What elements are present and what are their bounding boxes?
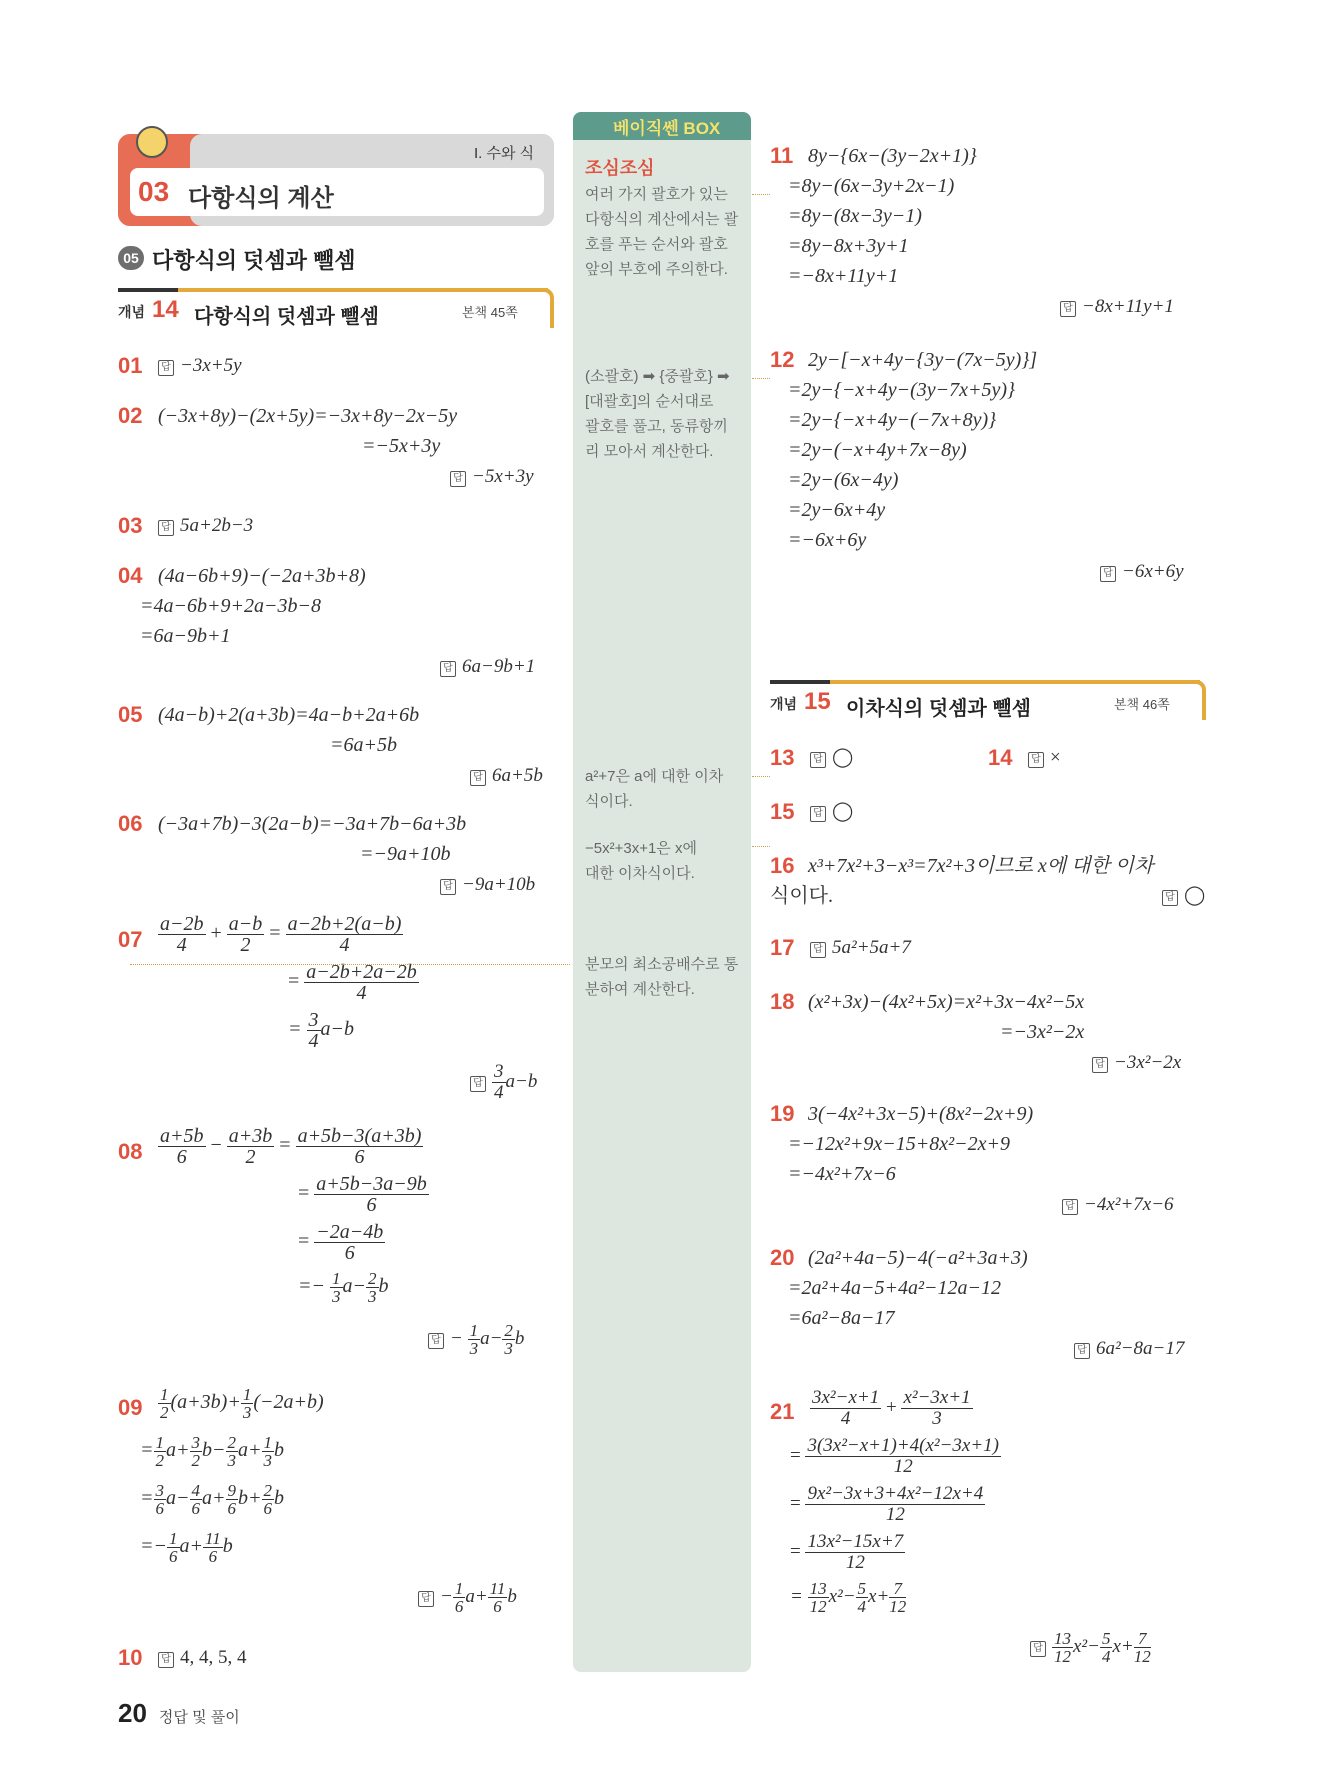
denominator: 4: [176, 934, 187, 956]
denominator: 3: [504, 1339, 513, 1358]
denominator: 6: [354, 1146, 365, 1168]
note-line: 리 모아서 계산한다.: [585, 443, 714, 460]
connector: [752, 194, 770, 195]
step: = $\frac{a+5b-3a-9b}{6}$: [298, 1173, 427, 1216]
answer-icon: 답: [1074, 1343, 1090, 1359]
numerator: 3: [308, 1009, 319, 1031]
part-label: I. 수와 식: [474, 145, 535, 162]
problem-number: 13: [770, 745, 795, 770]
answer-text: 6a²−8a−17: [1096, 1338, 1185, 1359]
numerator: 2: [368, 1269, 377, 1288]
connector: [130, 964, 570, 965]
numerator: a+5b: [160, 1125, 204, 1147]
basic-box: [573, 119, 751, 1672]
problem-number: 17: [770, 935, 795, 960]
denominator: 6: [227, 1499, 236, 1518]
problem-number: 06: [118, 811, 143, 836]
answer-text: ×: [1050, 747, 1061, 768]
answer-icon: 답: [810, 806, 826, 822]
answer: [440, 655, 535, 679]
denominator: 2: [155, 1451, 164, 1470]
concept-number: 15: [804, 688, 831, 715]
answer-icon: 답: [158, 1652, 174, 1668]
problem-number: 16: [770, 853, 795, 878]
book-ref: 본책 45쪽: [462, 305, 518, 320]
numerator: a+5b−3a−9b: [316, 1173, 427, 1195]
step: = $\frac{13}{12}$ x²− $\frac{5}{4}$ x+ $\frac{7}{12}$: [790, 1579, 907, 1616]
answer-icon: 답: [1162, 890, 1178, 906]
denominator: 6: [208, 1547, 218, 1566]
denominator: 3: [242, 1403, 252, 1422]
numerator: 2: [504, 1321, 513, 1340]
answer-icon: 답: [470, 1076, 486, 1092]
numerator: 11: [205, 1529, 221, 1548]
term: a−b: [320, 1018, 354, 1041]
note-line: 호를 푸는 순서와 괄호: [585, 236, 728, 253]
numerator: 5: [857, 1579, 867, 1598]
step: x³+7x²+3−x³=7x²+3이므로 x에 대한 이차: [808, 855, 1154, 877]
answer-text: 6a−9b+1: [462, 656, 536, 677]
step: =− $\frac{1}{6}$ a+ $\frac{11}{6}$ b: [140, 1529, 233, 1566]
step: =−5x+3y: [362, 435, 441, 457]
numerator: 13: [809, 1579, 827, 1598]
section-badge: 05: [118, 246, 144, 270]
concept-label: 개념: [118, 304, 146, 320]
concept-15-bar: [770, 680, 1200, 718]
step: $\frac{a+5b}{6}$ − $\frac{a+3b}{2}$ = $\frac{a+5b-3(a+3b)}{6}$: [160, 1125, 422, 1168]
book-ref: 본책 46쪽: [1114, 697, 1170, 712]
denominator: 2: [245, 1146, 256, 1168]
answer-text: a−b: [505, 1070, 538, 1092]
step: =6a+5b: [330, 734, 397, 756]
problem-number: 07: [118, 927, 143, 952]
denominator: 3: [332, 1287, 341, 1306]
answer: [810, 800, 853, 824]
problem-number: 15: [770, 799, 795, 824]
caution-label: 조심조심: [585, 158, 655, 178]
denominator: 4: [308, 1030, 319, 1052]
answer: [158, 514, 253, 538]
concept-title: 이차식의 덧셈과 뺄셈: [846, 698, 1031, 720]
answer-icon: 답: [1062, 1199, 1078, 1215]
answer: [440, 873, 535, 897]
answer: [1092, 1051, 1181, 1075]
answer-text: ◯: [1184, 885, 1206, 906]
step: [158, 914, 403, 955]
denominator: 6: [176, 1146, 187, 1168]
denominator: 4: [840, 1408, 851, 1429]
answer-icon: 답: [450, 471, 466, 487]
denominator: 12: [1054, 1647, 1071, 1666]
numerator: a−2b: [160, 913, 204, 935]
denominator: 2: [240, 934, 251, 956]
section-title: 다항식의 덧셈과 뺄셈: [152, 248, 356, 273]
numerator: 1: [469, 1321, 479, 1340]
answer-text: −5x+3y: [472, 466, 534, 487]
operator: −: [210, 1134, 222, 1157]
step: =2y−{−x+4y−(3y−7x+5y)}: [788, 379, 1016, 401]
connector: [752, 846, 770, 847]
denominator: 6: [155, 1499, 164, 1518]
answer: [158, 354, 242, 378]
step: =8y−(6x−3y+2x−1): [788, 175, 955, 197]
step: = $\frac{3}{4}$ a−b: [288, 1009, 354, 1052]
answer: [470, 1062, 537, 1103]
step: =−9a+10b: [360, 843, 451, 865]
step: 3(−4x²+3x−5)+(8x²−2x+9): [808, 1103, 1034, 1125]
step: =2y−6x+4y: [788, 499, 886, 521]
note-line: 분모의 최소공배수로 통: [585, 956, 739, 973]
note-line: 분하여 계산한다.: [585, 981, 695, 998]
answer: 답 $\frac{13}{12}$ x²− $\frac{5}{4}$ x+ $\frac{7}{12}$: [1030, 1630, 1151, 1665]
answer-text: ◯: [832, 747, 854, 768]
note-line: a²+7은 a에 대한 이차: [585, 768, 724, 785]
step: = $\frac{1}{2}$ a+ $\frac{3}{2}$ b− $\frac{2}{3}$ a+ $\frac{1}{3}$ b: [140, 1433, 284, 1470]
denominator: 2: [160, 1403, 169, 1422]
step: = $\frac{\text{3(3x²−x+1)+4(x²−3x+1)}}{12}$: [790, 1435, 1000, 1477]
numerator: 2: [263, 1481, 272, 1500]
box-title: 베이직쎈 BOX: [613, 119, 721, 138]
operator: +: [210, 922, 222, 945]
numerator: 9: [227, 1481, 236, 1500]
numerator: 7: [889, 1580, 906, 1598]
step: [158, 1386, 324, 1421]
numerator: a+5b−3(a+3b): [297, 1125, 422, 1147]
answer: [1062, 1193, 1174, 1217]
numerator: 1: [454, 1579, 464, 1598]
concept-14-bar: [118, 288, 548, 326]
answer-icon: 답: [1100, 566, 1116, 582]
step: (2a²+4a−5)−4(−a²+3a+3): [808, 1247, 1028, 1269]
answer: [810, 936, 911, 960]
problem-number: 08: [118, 1139, 143, 1164]
numerator: a−2b+2(a−b): [287, 913, 402, 935]
answer-icon: 답: [418, 1591, 434, 1607]
problem-number: 14: [988, 745, 1013, 770]
numerator: a−b: [228, 913, 263, 935]
answer: [1162, 884, 1205, 908]
note-line: 다항식의 계산에서는 괄: [585, 211, 739, 228]
numerator: −2a−4b: [316, 1221, 384, 1243]
answer-icon: 답: [158, 520, 174, 536]
footer-label: 정답 및 풀이: [158, 1709, 240, 1726]
problem-number: 21: [770, 1399, 795, 1424]
numerator: 2: [227, 1433, 236, 1452]
denominator: 12: [893, 1456, 913, 1477]
denominator: 3: [368, 1287, 377, 1306]
answer-text: 5a²+5a+7: [832, 937, 911, 958]
step: = $\frac{a-2b+2a-2b}{4}$: [288, 961, 417, 1004]
denominator: 4: [339, 934, 350, 956]
problem-number: 04: [118, 563, 143, 588]
problem-number: 11: [770, 143, 794, 168]
denominator: 6: [169, 1547, 178, 1566]
numerator: 7: [1134, 1630, 1151, 1648]
step: = $\frac{\text{9x²−3x+3+4x²−12x+4}}{12}$: [790, 1483, 984, 1525]
answer-icon: 답: [1060, 301, 1076, 317]
answer-icon: 답: [428, 1333, 444, 1349]
denominator: 12: [889, 1597, 907, 1616]
denominator: 3: [469, 1339, 479, 1358]
step: (−3a+7b)−3(2a−b)=−3a+7b−6a+3b: [158, 813, 467, 835]
step: =8y−(8x−3y−1): [788, 205, 922, 227]
step: 8y−{6x−(3y−2x+1)}: [808, 145, 977, 167]
step: =−6x+6y: [788, 529, 867, 551]
operator: =: [269, 922, 281, 945]
numerator: 3: [155, 1481, 164, 1500]
problem-number: 18: [770, 989, 795, 1014]
problem-number: 02: [118, 403, 143, 428]
chapter-header: [118, 134, 554, 226]
step: = $\frac{3}{6}$ a− $\frac{4}{6}$ a+ $\frac{9}{6}$ b+ $\frac{2}{6}$ b: [140, 1481, 284, 1518]
answer-icon: 답: [470, 770, 486, 786]
numerator: 3x²−x+1: [812, 1387, 880, 1408]
answer-icon: 답: [1092, 1057, 1108, 1073]
numerator: 1: [242, 1385, 252, 1404]
denominator: 6: [344, 1242, 355, 1264]
answer: [1100, 560, 1184, 584]
answer-text: 4, 4, 5, 4: [180, 1647, 247, 1668]
concept-label: 개념: [770, 696, 798, 712]
problem-number: 05: [118, 702, 143, 727]
answer-text: ◯: [832, 801, 854, 822]
step: =2y−(−x+4y+7x−8y): [788, 439, 967, 461]
denominator: 2: [191, 1451, 200, 1470]
denominator: 12: [809, 1597, 827, 1616]
mascot-icon: [136, 126, 168, 158]
denominator: 12: [1133, 1647, 1151, 1666]
answer: [450, 465, 534, 489]
answer: 답 − $\frac{1}{6}$ a+ $\frac{11}{6}$ b: [418, 1580, 517, 1615]
denominator: 3: [227, 1451, 236, 1470]
numerator: a+3b: [228, 1125, 273, 1147]
answer-text: 6a+5b: [492, 765, 543, 786]
numerator: 1: [332, 1269, 341, 1288]
term: (a+3b)+: [170, 1391, 241, 1414]
problem-number: 09: [118, 1395, 143, 1420]
answer-text: 5a+2b−3: [180, 515, 254, 536]
answer: [1028, 746, 1061, 770]
step: =−3x²−2x: [1000, 1021, 1085, 1043]
step: =− $\frac{1}{3}$ a− $\frac{2}{3}$ b: [298, 1269, 389, 1306]
note-line: 앞의 부호에 주의한다.: [585, 261, 728, 278]
concept-title: 다항식의 덧셈과 뺄셈: [194, 306, 379, 328]
concept-number: 14: [152, 296, 179, 323]
numerator: 11: [489, 1579, 506, 1598]
note-line: 여러 가지 괄호가 있는: [585, 186, 728, 203]
answer: [1060, 295, 1174, 319]
numerator: a−2b+2a−2b: [306, 961, 417, 983]
denominator: 6: [454, 1597, 464, 1616]
denominator: 12: [845, 1552, 865, 1573]
answer: [810, 746, 853, 770]
numerator: 3: [191, 1433, 200, 1452]
numerator: 5: [1101, 1629, 1111, 1648]
connector: [752, 378, 770, 379]
numerator: 9x²−3x+3+4x²−12x+4: [807, 1483, 984, 1504]
numerator: 13x²−15x+7: [807, 1531, 904, 1552]
answer: [158, 1646, 247, 1670]
answer-icon: 답: [1030, 1641, 1046, 1657]
answer: [470, 764, 543, 788]
numerator: 4: [191, 1481, 200, 1500]
step: 식이다.: [770, 885, 833, 907]
denominator: 3: [263, 1451, 272, 1470]
numerator: 13: [1054, 1629, 1071, 1648]
step: 2y−[−x+4y−{3y−(7x−5y)}]: [808, 349, 1038, 371]
answer-text: −3x+5y: [180, 355, 242, 376]
problem-number: 01: [118, 353, 143, 378]
step: =2a²+4a−5+4a²−12a−12: [788, 1277, 1001, 1299]
answer-icon: 답: [158, 360, 174, 376]
denominator: 6: [263, 1499, 272, 1518]
numerator: 1: [263, 1433, 272, 1452]
numerator: 1: [169, 1529, 178, 1548]
answer-text: −4x²+7x−6: [1084, 1194, 1174, 1215]
step: = $\frac{-2a-4b}{6}$: [298, 1221, 384, 1264]
denominator: 12: [885, 1504, 905, 1525]
problem-number: 03: [118, 513, 143, 538]
problem-number: 20: [770, 1245, 795, 1270]
answer-text: −6x+6y: [1122, 561, 1184, 582]
answer: 답 − $\frac{1}{3}$ a− $\frac{2}{3}$ b: [428, 1322, 524, 1357]
answer-text: −8x+11y+1: [1082, 296, 1174, 317]
chapter-number: 03: [138, 176, 170, 207]
numerator: 3(3x²−x+1)+4(x²−3x+1): [807, 1435, 1000, 1456]
step: =4a−6b+9+2a−3b−8: [140, 595, 321, 617]
chapter-title: 다항식의 계산: [188, 185, 334, 212]
numerator: x²−3x+1: [903, 1387, 971, 1408]
note-line: −5x²+3x+1은 x에: [585, 840, 697, 857]
step: (4a−b)+2(a+3b)=4a−b+2a+6b: [158, 704, 420, 726]
answer-icon: 답: [440, 661, 456, 677]
answer-icon: 답: [440, 879, 456, 895]
note-line: [대괄호]의 순서대로: [585, 393, 714, 410]
step: $\frac{\text{3x²−x+1}}{4}$ + $\frac{\text{x²−3x+1}}{3}$: [812, 1387, 971, 1429]
answer-icon: 답: [810, 942, 826, 958]
note-line: (소괄호) ➡ {중괄호} ➡: [585, 368, 730, 385]
step: =6a−9b+1: [140, 625, 231, 647]
step: =8y−8x+3y+1: [788, 235, 909, 257]
numerator: 3: [494, 1061, 504, 1082]
page-footer: [118, 1698, 240, 1729]
denominator: 6: [366, 1194, 377, 1216]
page-number: 20: [118, 1698, 147, 1728]
step: (x²+3x)−(4x²+5x)=x²+3x−4x²−5x: [808, 991, 1085, 1013]
step: =6a²−8a−17: [788, 1307, 895, 1329]
note-line: 식이다.: [585, 793, 633, 810]
problem-number: 19: [770, 1101, 795, 1126]
step: =2y−{−x+4y−(−7x+8y)}: [788, 409, 997, 431]
step: = $\frac{\text{13x²−15x+7}}{12}$: [790, 1531, 904, 1573]
denominator: 6: [493, 1597, 502, 1616]
denominator: 3: [932, 1408, 942, 1429]
answer-icon: 답: [810, 752, 826, 768]
step: =−8x+11y+1: [788, 265, 899, 287]
note-line: 괄호를 풀고, 동류항끼: [585, 418, 728, 435]
step: =2y−(6x−4y): [788, 469, 899, 491]
term: (−2a+b): [253, 1391, 324, 1414]
answer-text: −3x²−2x: [1114, 1052, 1182, 1073]
denominator: 4: [857, 1597, 867, 1616]
denominator: 4: [1101, 1647, 1111, 1666]
denominator: 4: [494, 1082, 504, 1103]
step: (−3x+8y)−(2x+5y)=−3x+8y−2x−5y: [158, 405, 458, 427]
answer-icon: 답: [1028, 752, 1044, 768]
answer-text: −9a+10b: [462, 874, 536, 895]
answer: [1074, 1337, 1184, 1361]
connector: [752, 776, 770, 777]
note-line: 대한 이차식이다.: [585, 865, 695, 882]
step: =−4x²+7x−6: [788, 1163, 896, 1185]
problem-number: 12: [770, 347, 795, 372]
step: =−12x²+9x−15+8x²−2x+9: [788, 1133, 1010, 1155]
denominator: 6: [191, 1499, 200, 1518]
numerator: 1: [155, 1433, 164, 1452]
step: (4a−6b+9)−(−2a+3b+8): [158, 565, 366, 587]
numerator: 1: [160, 1385, 169, 1404]
denominator: 4: [356, 982, 367, 1004]
problem-number: 10: [118, 1645, 143, 1670]
